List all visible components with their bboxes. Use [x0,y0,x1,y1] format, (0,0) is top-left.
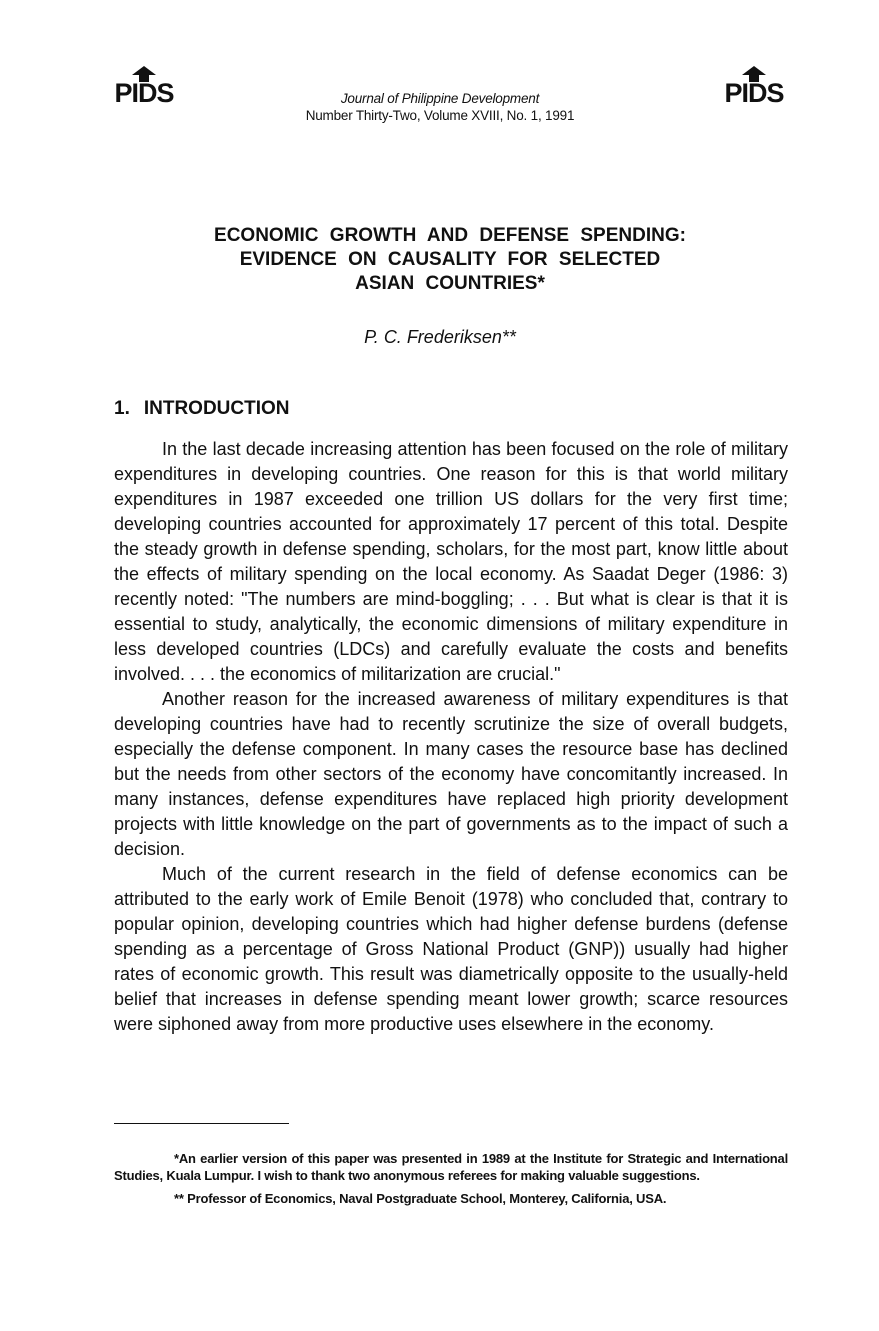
footnote: *An earlier version of this paper was presented in 1989 at the Institute for Strategic and International Studies, Kuala Lumpur. I wish to thank two anonymous referees for making valuable suggestions. [114,1151,788,1183]
journal-issue: Number Thirty-Two, Volume XVIII, No. 1, 1991 [305,108,575,123]
title-line: ASIAN COUNTRIES* [355,273,545,294]
title-line: EVIDENCE ON CAUSALITY FOR SELECTED [239,249,661,270]
section-title: INTRODUCTION [143,398,290,419]
journal-name: Journal of Philippine Development [340,91,540,106]
pids-logo-left [110,66,178,106]
title-line: ECONOMIC GROWTH AND DEFENSE SPENDING: [214,225,686,246]
author: P. C. Frederiksen** [364,327,516,347]
pids-logo-right [720,66,788,106]
article-title [160,224,740,296]
section-heading [114,398,290,420]
body-text [114,437,788,1037]
journal-header [240,90,640,124]
footnote: ** Professor of Economics, Naval Postgraduate School, Monterey, California, USA. [174,1191,667,1206]
logo-text: PIDS [114,78,174,108]
footnote-divider [114,1123,289,1124]
paragraph: Much of the current research in the field of defense economics can be attributed to the early work of Emile Benoit (1978) who concluded that, contrary to popular opinion, developing countries which had higher defense burdens (defense spending as a percentage of Gross National Product (GNP)) usually had higher rates of economic growth. This result was diametrically opposite to the usually-held belief that increases in defense spending meant lower growth; scarce resources were siphoned away from more productive uses elsewhere in the economy. [114,864,788,1034]
logo-text: PIDS [724,78,784,108]
footnotes [114,1150,788,1213]
paragraph: Another reason for the increased awareness of military expenditures is that developing countries have had to recently scrutinize the size of overall budgets, especially the defense component. In many cases the resource base has declined but the needs from other sectors of the economy have concomitantly increased. In many instances, defense expenditures have replaced high priority development projects with little knowledge on the part of governments as to the impact of such a decision. [114,689,788,859]
paragraph: In the last decade increasing attention has been focused on the role of military expenditures in developing countries. One reason for this is that world military expenditures in 1987 exceeded one trillion US dollars for the very first time; developing countries accounted for approximately 17 percent of this total. Despite the steady growth in defense spending, scholars, for the most part, know little about the effects of military spending on the local economy. As Saadat Deger (1986: 3) recently noted: "The numbers are mind-boggling; . . . But what is clear is that it is essential to study, analytically, the economic dimensions of military expenditure in less developed countries (LDCs) and carefully evaluate the costs and benefits involved. . . . the economics of militarization are crucial." [114,439,788,684]
section-number: 1. [114,398,130,419]
